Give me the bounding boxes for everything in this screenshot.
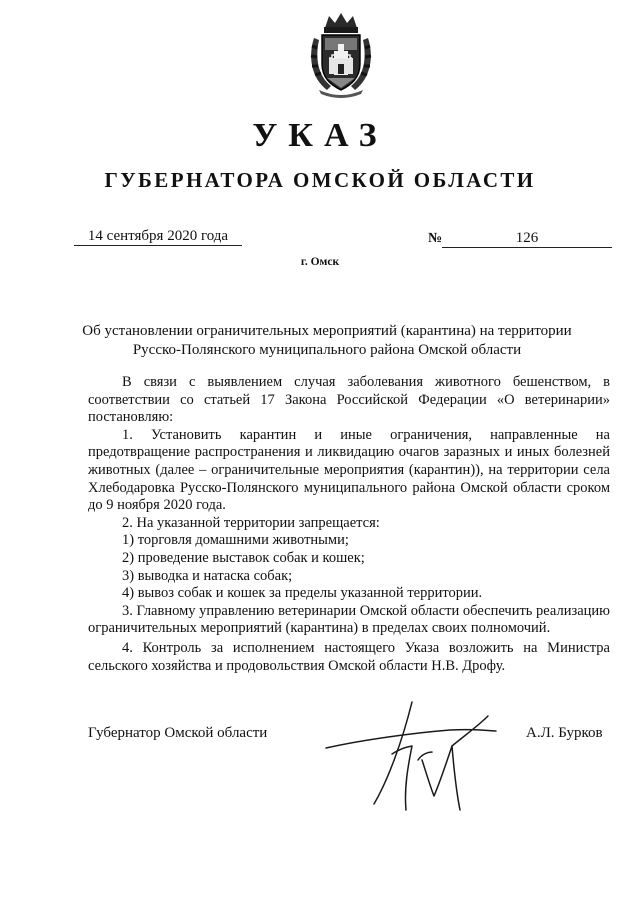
document-number: 126 <box>515 230 539 246</box>
document-date: 14 сентября 2020 года <box>87 228 229 244</box>
signer-position: Губернатор Омской области <box>88 725 268 741</box>
paragraph-preamble: В связи с выявлением случая заболевания животного бешенством, в соответствии со статьей 17 Закона Российской Федерации «О ветеринарии» постановляю: <box>88 374 610 426</box>
document-subtitle: ГУБЕРНАТОРА ОМСКОЙ ОБЛАСТИ <box>104 168 536 192</box>
paragraph-subitem-4: 4) вывоз собак и кошек за пределы указанной территории. <box>122 585 483 602</box>
paragraph-subitem-1: 1) торговля домашними животными; <box>122 532 349 549</box>
omsk-coat-of-arms-icon <box>305 10 377 98</box>
paragraph-item-3: 3. Главному управлению ветеринарии Омской области обеспечить реализацию ограничительных мероприятий (карантина) в пределах своих полномочий. <box>88 602 610 637</box>
date-underline <box>74 245 242 246</box>
document-city: г. Омск <box>300 256 340 268</box>
handwritten-signature-icon <box>322 700 504 818</box>
signer-name: А.Л. Бурков <box>526 725 603 741</box>
number-underline <box>442 247 612 248</box>
paragraph-subitem-2: 2) проведение выставок собак и кошек; <box>122 549 365 566</box>
paragraph-item-2: 2. На указанной территории запрещается: <box>122 514 380 531</box>
number-label: № <box>428 231 443 246</box>
paragraph-subitem-3: 3) выводка и натаска собак; <box>122 567 293 584</box>
paragraph-item-4: 4. Контроль за исполнением настоящего Указа возложить на Министра сельского хозяйства и продовольствия Омской области Н.В. Дрофу. <box>88 639 610 674</box>
paragraph-item-1: 1. Установить карантин и иные ограничения, направленные на предотвращение распространения и ликвидацию очагов заразных и иных болезней животных (далее – ограничительные мероприятия (карантин)), на территории села Хлебодаровка Русско-Полянского муниципального района Омской области сроком до 9 ноября 2020 года. <box>88 426 610 514</box>
document-title: УКАЗ <box>252 117 388 154</box>
document-body <box>88 374 610 675</box>
document-heading: Об установлении ограничительных мероприятий (карантина) на территории Русско-Полянского муниципального района Омской области <box>82 323 572 358</box>
